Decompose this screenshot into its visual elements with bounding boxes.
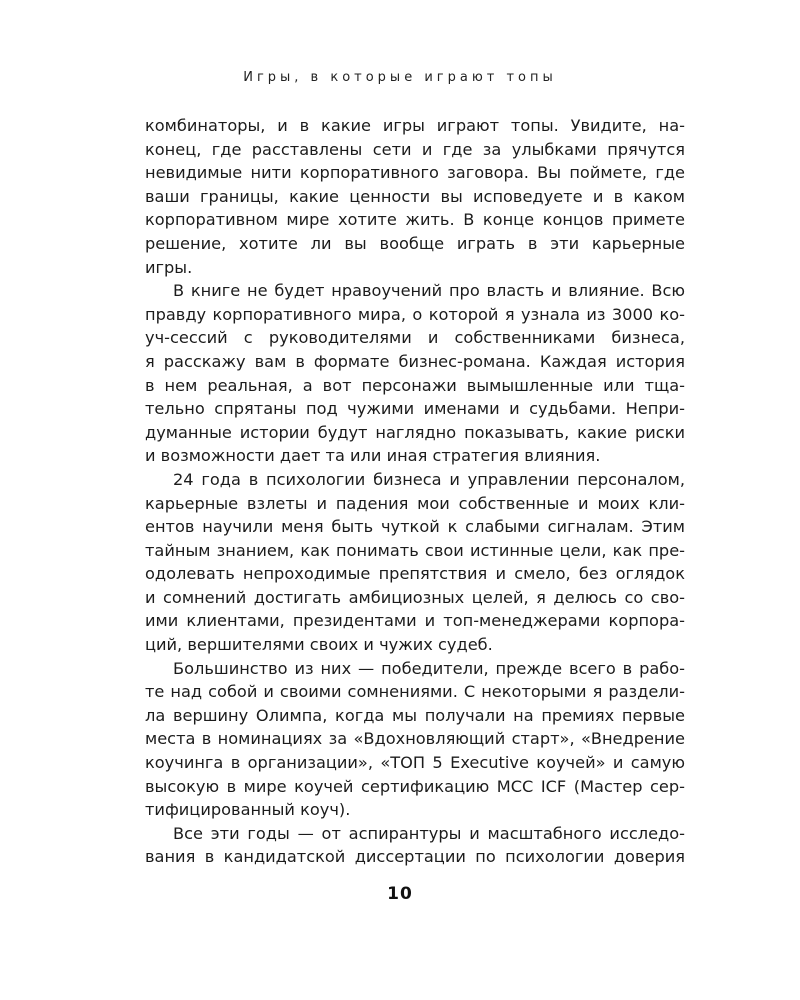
text-line: в нем реальная, а вот персонажи вымышленные или тща- <box>145 375 685 395</box>
text-line: В книге не будет нравоучений про власть и влияние. Всю <box>173 281 685 301</box>
text-line: ентов научили меня быть чуткой к слабыми сигналам. Этим <box>145 517 685 537</box>
text-line: одолевать непроходимые препятствия и смело, без оглядок <box>145 564 685 584</box>
text-line: Все эти годы — от аспирантуры и масштабного исследо- <box>173 823 685 843</box>
paragraph <box>145 279 685 468</box>
paragraph <box>145 468 685 657</box>
text-line: тайным знанием, как понимать свои истинные цели, как пре- <box>145 540 685 560</box>
text-line: ими клиентами, президентами и топ-менеджерами корпора- <box>145 611 685 631</box>
text-line: 24 года в психологии бизнеса и управлении персоналом, <box>173 469 685 489</box>
paragraph <box>145 114 685 279</box>
text-line: корпоративном мире хотите жить. В конце концов примете <box>145 210 685 230</box>
text-line: те над собой и своими сомнениями. С некоторыми я раздели- <box>145 682 685 702</box>
page-number: 10 <box>387 884 413 904</box>
text-line: уч-сессий с руководителями и собственниками бизнеса, <box>145 328 685 348</box>
paragraph <box>145 822 685 869</box>
text-line: ваши границы, какие ценности вы исповедуете и в каком <box>145 186 685 206</box>
text-line: вания в кандидатской диссертации по психологии доверия <box>145 847 685 867</box>
paragraph <box>145 657 685 822</box>
text-line: места в номинациях за «Вдохновляющий старт», «Внедрение <box>145 729 685 749</box>
text-line: я расскажу вам в формате бизнес-романа. Каждая история <box>145 351 685 371</box>
text-line: решение, хотите ли вы вообще играть в эти карьерные <box>145 233 685 253</box>
text-line: думанные истории будут наглядно показывать, какие риски <box>145 422 685 442</box>
body-text <box>145 114 685 869</box>
text-line: комбинаторы, и в какие игры играют топы. Увидите, на- <box>145 116 685 135</box>
text-line: тифицированный коуч). <box>145 800 351 820</box>
text-line: ла вершину Олимпа, когда мы получали на премиях первые <box>145 705 685 725</box>
text-line: невидимые нити корпоративного заговора. Вы поймете, где <box>145 163 685 183</box>
text-line: высокую в мире коучей сертификацию MCC ICF (Мастер сер- <box>145 776 685 796</box>
text-line: правду корпоративного мира, о которой я узнала из 3000 ко- <box>145 304 685 324</box>
text-line: Большинство из них — победители, прежде всего в рабо- <box>173 658 685 678</box>
running-header: Игры, в которые играют топы <box>243 70 557 85</box>
text-line: коучинга в организации», «ТОП 5 Executive коучей» и самую <box>145 753 685 773</box>
text-line: ций, вершителями своих и чужих судеб. <box>145 635 493 655</box>
text-line: и возможности дает та или иная стратегия влияния. <box>145 446 601 466</box>
text-line: конец, где расставлены сети и где за улыбками прячутся <box>145 139 685 159</box>
text-line: и сомнений достигать амбициозных целей, я делюсь со сво- <box>145 587 685 607</box>
text-line: игры. <box>145 257 193 277</box>
text-line: карьерные взлеты и падения мои собственные и моих кли- <box>145 493 685 513</box>
text-line: тельно спрятаны под чужими именами и судьбами. Непри- <box>145 399 685 419</box>
